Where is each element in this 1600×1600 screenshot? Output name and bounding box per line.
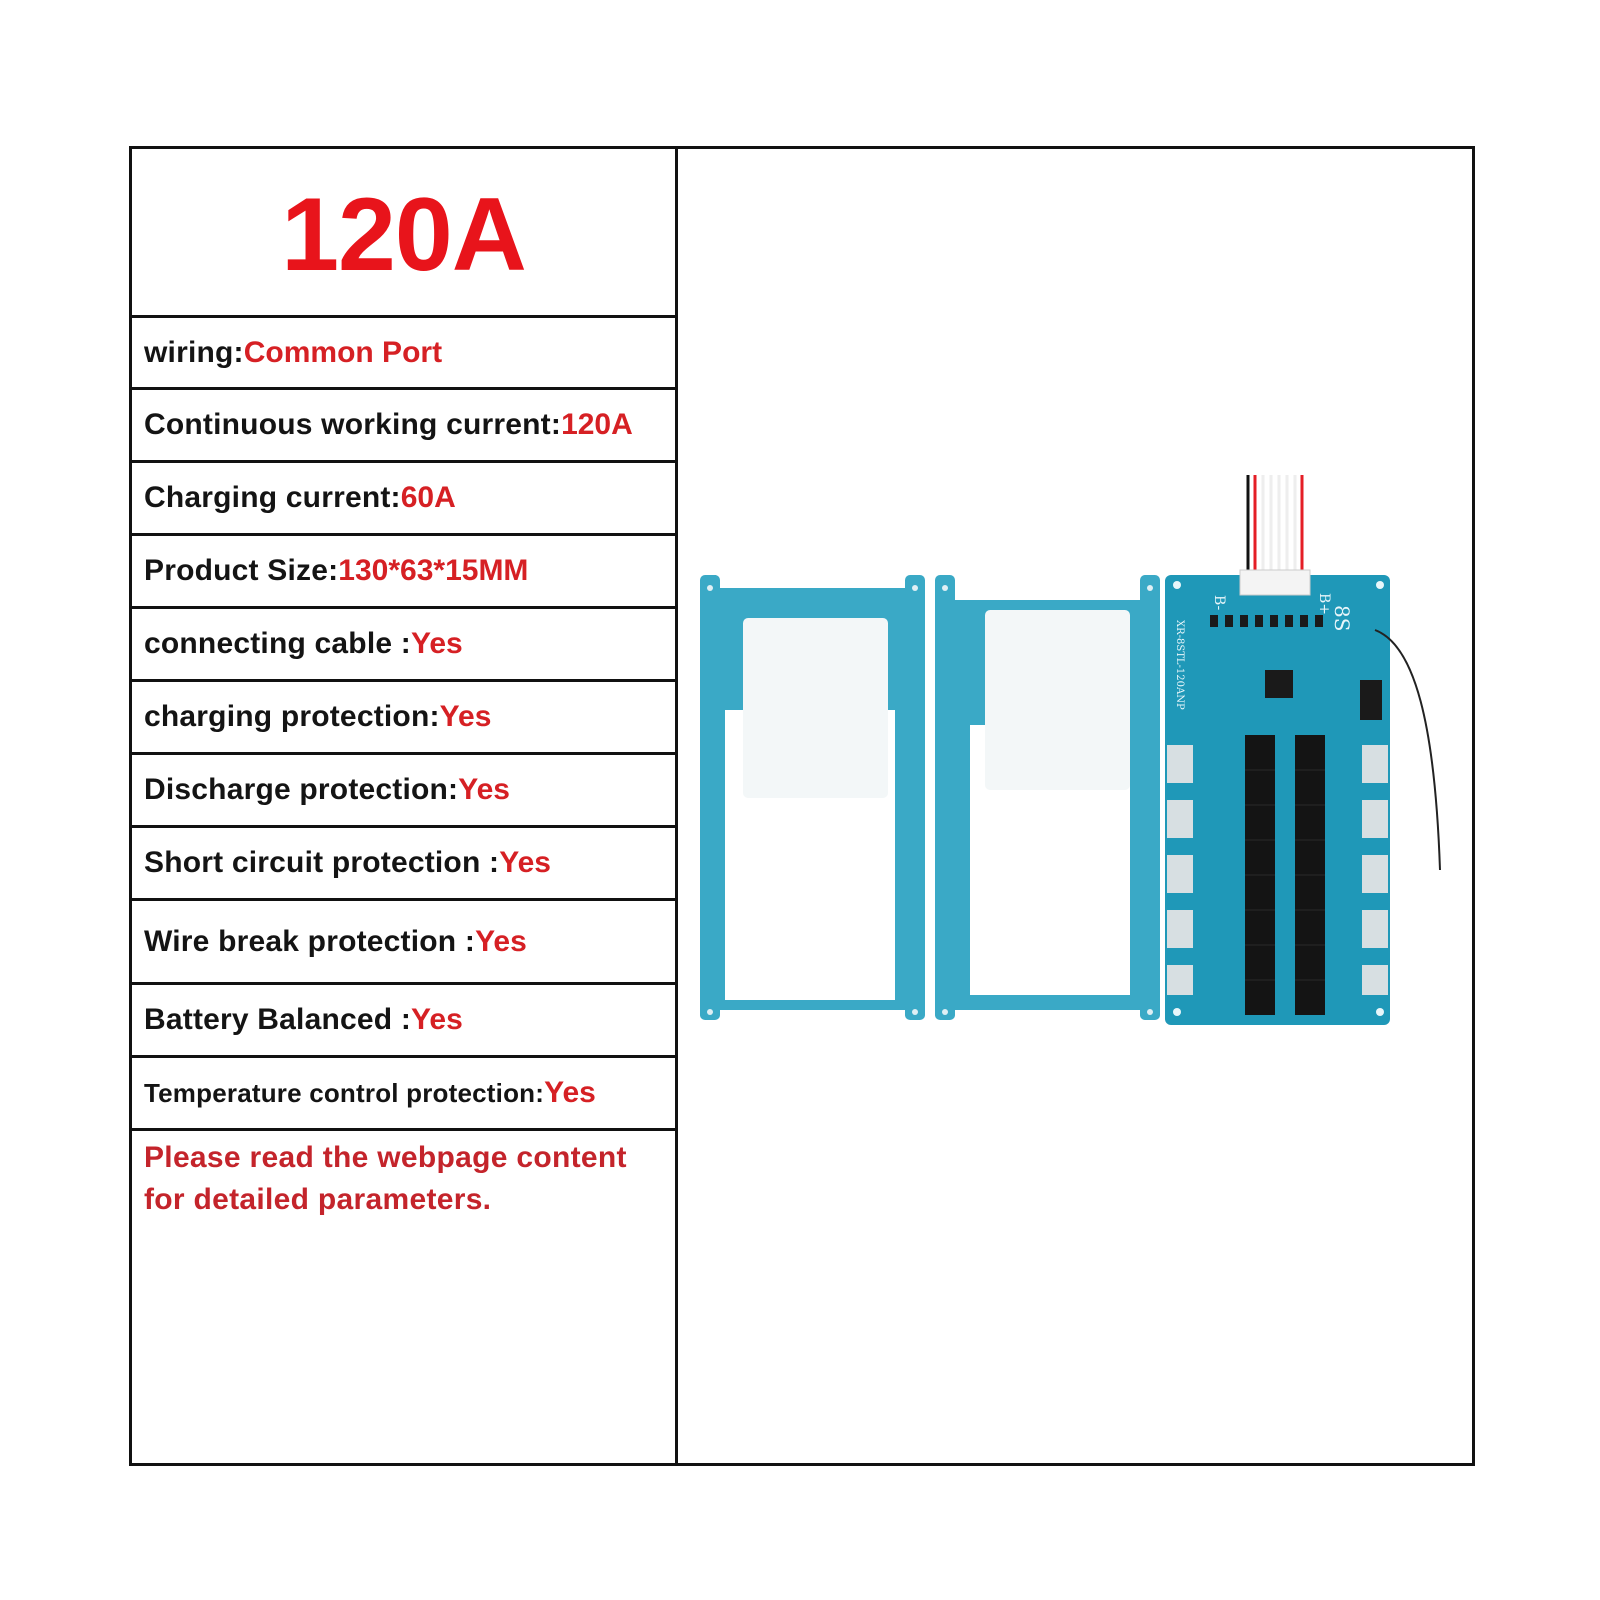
page-title: 120A: [281, 176, 526, 293]
spec-value: Yes: [458, 773, 510, 806]
controller-chip: [1265, 670, 1293, 698]
spec-value: 60A: [400, 481, 456, 514]
spec-row-connecting-cable: [132, 609, 675, 682]
spec-table: [132, 149, 675, 1227]
spec-label: Discharge protection:: [144, 773, 459, 806]
spec-label: Product Size:: [144, 554, 339, 587]
column-divider: [675, 146, 678, 1466]
product-image: [695, 475, 1465, 1055]
spec-row-battery-balanced: [132, 985, 675, 1058]
board-label-bminus: B-: [1211, 595, 1227, 611]
spec-value: Yes: [544, 1076, 596, 1109]
insulation-sheet-left: [700, 575, 925, 1020]
spec-row-wiring: [132, 318, 675, 390]
spec-row-short-circuit-protection: [132, 828, 675, 901]
spec-label: Temperature control protection:: [144, 1077, 545, 1108]
spec-label: Battery Balanced :: [144, 1003, 412, 1036]
balance-wires: [1248, 475, 1302, 575]
spec-label: Continuous working current:: [144, 408, 562, 441]
spec-value: Yes: [475, 924, 527, 958]
spec-value: 120A: [561, 408, 633, 441]
spec-label: wiring:: [144, 335, 244, 369]
spec-row-product-size: [132, 536, 675, 609]
title-cell: [132, 149, 675, 318]
spec-row-discharge-protection: [132, 755, 675, 828]
spec-value: Yes: [499, 846, 551, 879]
spec-row-wire-break-protection: [132, 901, 675, 985]
spec-label: Wire break protection :: [144, 924, 476, 958]
bms-circuit-board: [1165, 570, 1390, 1025]
spec-label: connecting cable :: [144, 627, 411, 660]
spec-row-charging-current: [132, 463, 675, 536]
spec-value: Common Port: [243, 335, 443, 369]
spec-value: 130*63*15MM: [338, 554, 529, 587]
board-label-bplus: B+: [1316, 593, 1332, 616]
spec-value: Yes: [439, 700, 492, 733]
spec-value: Yes: [411, 1003, 463, 1036]
spec-label: Charging current:: [144, 481, 401, 514]
spec-row-continuous-current: [132, 390, 675, 463]
board-label-8s: 8S: [1330, 605, 1354, 632]
spec-label: charging protection:: [144, 700, 440, 733]
spec-row-charging-protection: [132, 682, 675, 755]
board-model-label: XR-8STL-120ANP: [1174, 620, 1185, 710]
insulation-sheet-right: [935, 575, 1160, 1020]
spec-row-temperature-control: [132, 1058, 675, 1131]
spec-label: Short circuit protection :: [144, 846, 500, 879]
detail-note: Please read the webpage content for detailed parameters.: [144, 1141, 627, 1216]
spec-value: Yes: [410, 627, 463, 660]
